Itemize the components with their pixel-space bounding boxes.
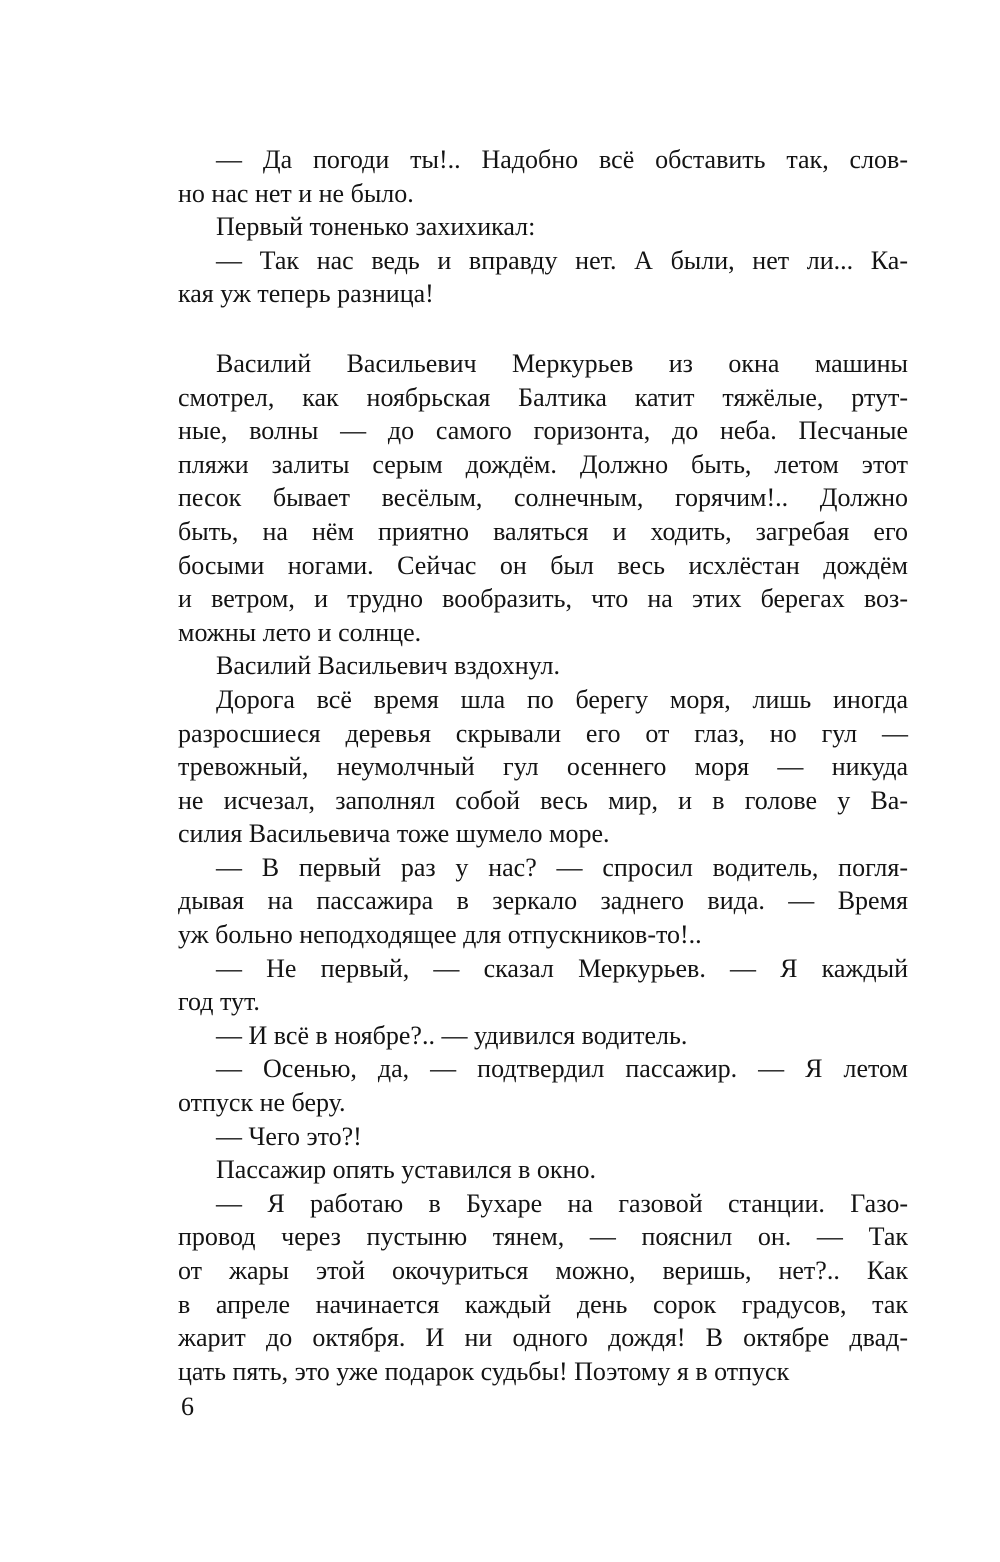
paragraph: [178, 683, 908, 851]
text-line: можны лето и солнце.: [178, 617, 422, 647]
paragraph: [178, 1052, 908, 1119]
paragraph: [178, 210, 908, 244]
text-line: песок бывает весёлым, солнечным, горячим!.. Должно: [178, 483, 908, 513]
paragraph: [178, 649, 908, 683]
text-line: отпуск не беру.: [178, 1088, 346, 1118]
text-line: и ветром, и трудно вообразить, что на этих берегах воз-: [178, 584, 908, 614]
text-line: не исчезал, заполнял собой весь мир, и в голове у Ва-: [178, 785, 908, 815]
paragraph: [178, 143, 908, 210]
text-line: ные, волны — до самого горизонта, до неба. Песчаные: [178, 416, 908, 446]
paragraph: [178, 851, 908, 952]
text-line: Первый тоненько захихикал:: [216, 212, 536, 242]
text-line: пляжи залиты серым дождём. Должно быть, летом этот: [178, 449, 908, 479]
text-line: Василий Васильевич Меркурьев из окна машины: [216, 348, 908, 378]
paragraph: [178, 1019, 908, 1053]
text-line: босыми ногами. Сейчас он был весь исхлёстан дождём: [178, 550, 908, 580]
text-line: дывая на пассажира в зеркало заднего вида. — Время: [178, 886, 908, 916]
text-line: Пассажир опять уставился в окно.: [216, 1155, 596, 1185]
text-line: смотрел, как ноябрьская Балтика катит тяжёлые, ртут-: [178, 382, 908, 412]
text-line: — И всё в ноябре?.. — удивился водитель.: [216, 1020, 688, 1050]
paragraph: [178, 1187, 908, 1389]
text-line: быть, на нём приятно валяться и ходить, загребая его: [178, 516, 908, 546]
paragraph: [178, 952, 908, 1019]
text-line: — Я работаю в Бухаре на газовой станции. Газо-: [216, 1188, 908, 1218]
text-line: кая уж теперь разница!: [178, 279, 434, 309]
text-line: год тут.: [178, 987, 260, 1017]
text-line: Дорога всё время шла по берегу моря, лишь иногда: [216, 684, 908, 714]
text-line: Василий Васильевич вздохнул.: [216, 651, 561, 681]
paragraph: [178, 1120, 908, 1154]
text-line: уж больно неподходящее для отпускников-то!..: [178, 920, 702, 950]
text-line: в апреле начинается каждый день сорок градусов, так: [178, 1289, 908, 1319]
paragraph: [178, 347, 908, 649]
text-line: тревожный, неумолчный гул осеннего моря — никуда: [178, 752, 908, 782]
text-line: — Так нас ведь и вправду нет. А были, нет ли... Ка-: [216, 245, 908, 275]
page-number: 6: [181, 1392, 194, 1421]
text-line: — Чего это?!: [216, 1121, 362, 1151]
text-line: но нас нет и не было.: [178, 178, 414, 208]
text-line: провод через пустыню тянем, — пояснил он. — Так: [178, 1222, 908, 1252]
text-line: цать пять, это уже подарок судьбы! Поэтому я в отпуск: [178, 1356, 790, 1386]
text-line: разросшиеся деревья скрывали его от глаз, но гул —: [178, 718, 908, 748]
paragraph: [178, 1153, 908, 1187]
text-line: — В первый раз у нас? — спросил водитель, погля-: [216, 852, 908, 882]
text-line: жарит до октября. И ни одного дождя! В октябре двад-: [178, 1323, 908, 1353]
text-line: силия Васильевича тоже шумело море.: [178, 819, 610, 849]
text-block: [178, 143, 908, 1388]
text-line: — Да погоди ты!.. Надобно всё обставить так, слов-: [216, 145, 908, 174]
text-line: — Осенью, да, — подтвердил пассажир. — Я летом: [216, 1054, 908, 1084]
text-line: от жары этой окочуриться можно, веришь, нет?.. Как: [178, 1256, 908, 1285]
text-line: — Не первый, — сказал Меркурьев. — Я каждый: [216, 953, 908, 983]
paragraph: [178, 244, 908, 311]
